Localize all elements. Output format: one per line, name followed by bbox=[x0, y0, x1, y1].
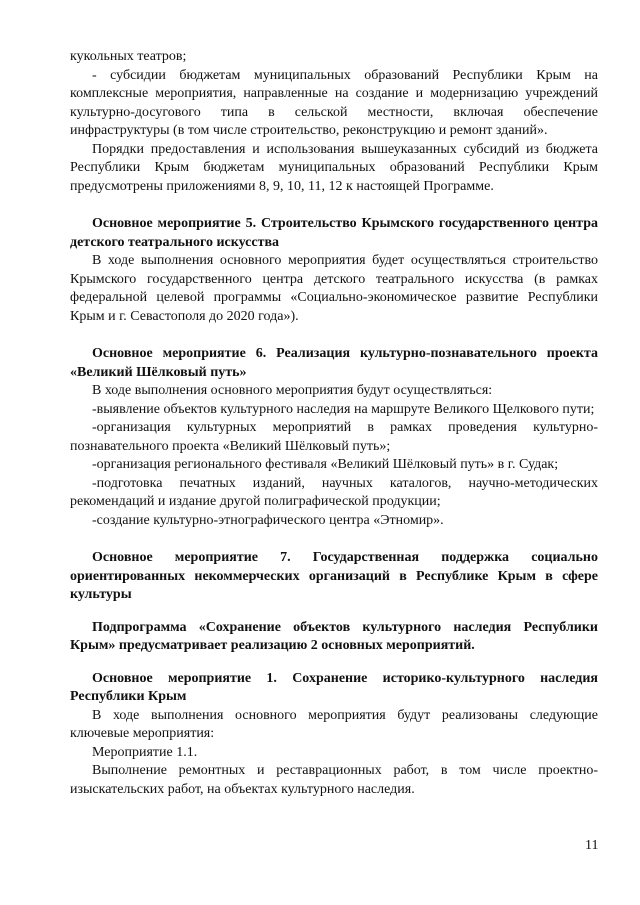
paragraph-measure-6-intro: В ходе выполнения основного мероприятия будут осуществляться: bbox=[92, 383, 493, 398]
paragraph-subsidies-procedures: Порядки предоставления и использования вышеуказанных субсидий из бюджета Республики Крым бюджетам муниципальных образований Республики Крым предусмотрены приложениями 8, 9, 10, 11, 12 к настоящей Программе. bbox=[70, 141, 598, 194]
paragraph-measure-5-body: В ходе выполнения основного мероприятия будет осуществляться строительство Крымского государственного центра детского театрального искусства (в рамках федеральной целевой программы «Социально-экономическое развитие Республики Крым и г. Севастополя до 2020 года»). bbox=[70, 253, 598, 324]
list-item-cultural-events: -организация культурных мероприятий в рамках проведения культурно-познавательного проекта «Великий Шёлковый путь»; bbox=[70, 420, 598, 454]
paragraph-continuation: кукольных театров; bbox=[70, 49, 187, 64]
paragraph-repair-works: Выполнение ремонтных и реставрационных работ, в том числе проектно-изыскательских работ, на объектах культурного наследия. bbox=[70, 763, 598, 797]
heading-measure-6: Основное мероприятие 6. Реализация культурно-познавательного проекта «Великий Шёлковый путь» bbox=[70, 346, 598, 380]
subprogram-heading: Подпрограмма «Сохранение объектов культурного наследия Республики Крым» предусматривает реализацию 2 основных мероприятий. bbox=[70, 619, 598, 653]
paragraph-subsidies-item: - субсидии бюджетам муниципальных образований Республики Крым на комплексные мероприятия, направленные на создание и модернизацию учреждений культурно-досугового типа в сельской местности, включая обеспечение инфраструктуры (в том числе строительство, реконструкцию и ремонт зданий». bbox=[70, 67, 598, 138]
document-body bbox=[70, 48, 598, 799]
heading-measure-5: Основное мероприятие 5. Строительство Крымского государственного центра детского театрального искусства bbox=[70, 216, 598, 250]
paragraph-measure-1-body: В ходе выполнения основного мероприятия будут реализованы следующие ключевые мероприятия: bbox=[70, 707, 598, 741]
heading-measure-7: Основное мероприятие 7. Государственная поддержка социально ориентированных некоммерческих организаций в Республике Крым в сфере культуры bbox=[70, 550, 598, 602]
list-item-identification: -выявление объектов культурного наследия на маршруте Великого Щелкового пути; bbox=[92, 401, 595, 417]
list-item-publications: -подготовка печатных изданий, научных каталогов, научно-методических рекомендаций и издание другой полиграфической продукции; bbox=[70, 475, 598, 509]
list-item-festival: -организация регионального фестиваля «Великий Шёлковый путь» в г. Судак; bbox=[92, 457, 559, 472]
paragraph-activity-1-1: Мероприятие 1.1. bbox=[92, 744, 198, 760]
heading-measure-1: Основное мероприятие 1. Сохранение историко-культурного наследия Республики Крым bbox=[70, 670, 598, 704]
list-item-ethnomir: -создание культурно-этнографического центра «Этномир». bbox=[92, 512, 444, 528]
page-number: 11 bbox=[585, 838, 599, 853]
